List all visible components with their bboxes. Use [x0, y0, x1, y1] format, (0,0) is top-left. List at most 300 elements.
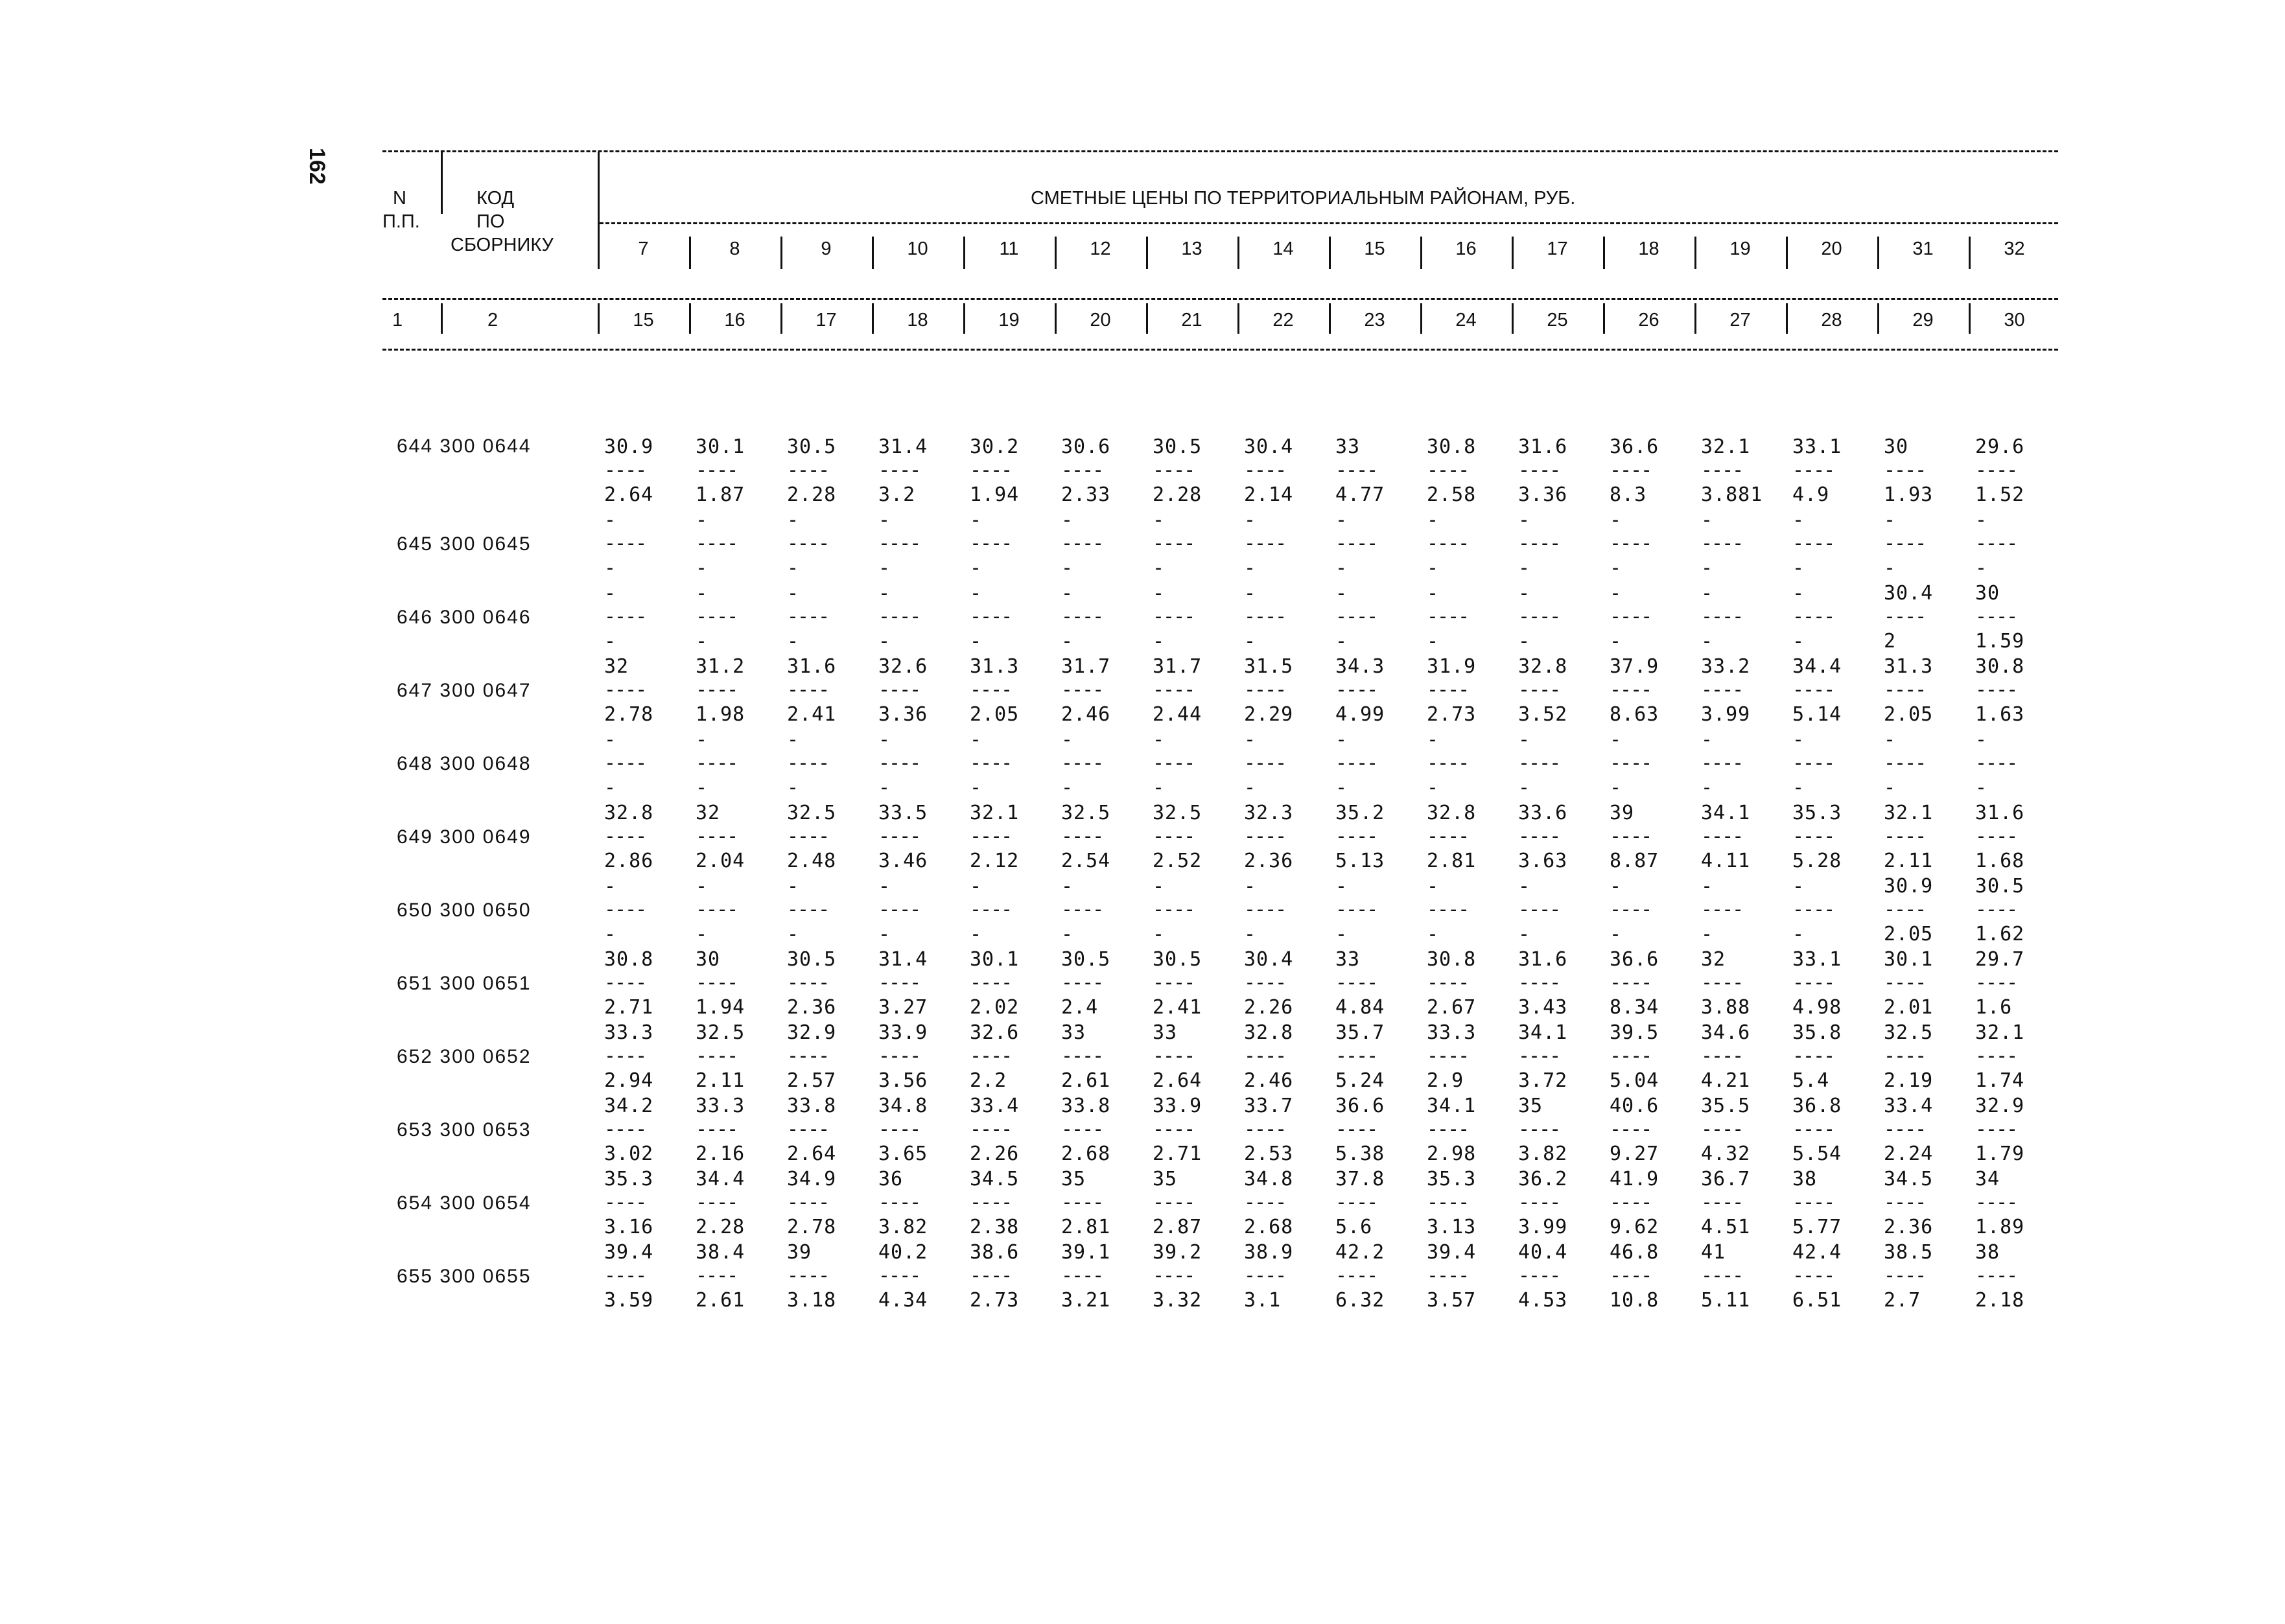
price-value-secondary: 3.65: [878, 1143, 928, 1165]
header-bar: [441, 303, 443, 334]
fraction-line: ----: [1153, 898, 1195, 921]
price-value: 32: [1701, 948, 1726, 971]
price-value-secondary: -: [878, 630, 891, 653]
column-number: 25: [1547, 310, 1568, 331]
price-value: 33.3: [696, 1095, 745, 1117]
row-code: 646 300 0646: [397, 607, 532, 628]
fraction-line: ----: [970, 1191, 1012, 1214]
price-value-secondary: 3.88: [1701, 996, 1751, 1019]
price-value-secondary: 2.68: [1244, 1216, 1294, 1238]
column-number: 27: [1729, 310, 1751, 331]
price-value: -: [1610, 875, 1623, 898]
district-label: 7: [638, 238, 649, 259]
fraction-line: ----: [1701, 1191, 1743, 1214]
fraction-line: ----: [878, 1118, 920, 1141]
district-label: 32: [2004, 238, 2025, 259]
price-value: 31.3: [1884, 655, 1934, 678]
price-value-secondary: 2.28: [696, 1216, 745, 1238]
header-bar: [441, 152, 443, 214]
price-value-secondary: -: [604, 630, 617, 653]
price-value: 39: [1610, 802, 1635, 824]
price-value-secondary: 3.18: [787, 1289, 837, 1312]
row-code: 645 300 0645: [397, 533, 532, 555]
price-value: 30.8: [604, 948, 654, 971]
price-value: 29.7: [1975, 948, 2025, 971]
fraction-line: ----: [1335, 1191, 1377, 1214]
price-value: 39.4: [1427, 1241, 1477, 1264]
fraction-line: ----: [1518, 459, 1560, 481]
price-value: 31.7: [1061, 655, 1111, 678]
price-value: -: [1335, 582, 1348, 605]
fraction-line: ----: [604, 825, 646, 848]
fraction-line: ----: [970, 752, 1012, 774]
price-value: -: [1061, 582, 1074, 605]
fraction-line: ----: [1061, 532, 1103, 555]
price-value-secondary: 4.34: [878, 1289, 928, 1312]
price-value-secondary: 1.94: [970, 483, 1020, 506]
fraction-line: ----: [1427, 1045, 1469, 1067]
price-value: -: [1244, 728, 1257, 751]
fraction-line: ----: [1701, 459, 1743, 481]
fraction-line: ----: [696, 679, 738, 701]
price-value: 31.4: [878, 948, 928, 971]
price-value-secondary: 10.8: [1610, 1289, 1659, 1312]
price-value-secondary: 2.26: [970, 1143, 1020, 1165]
price-value: -: [1701, 875, 1714, 898]
fraction-line: ----: [1518, 1191, 1560, 1214]
fraction-line: ----: [604, 605, 646, 628]
price-value-secondary: -: [1061, 557, 1074, 579]
price-value-secondary: -: [787, 630, 800, 653]
price-value-secondary: 5.77: [1792, 1216, 1842, 1238]
price-value: 39.1: [1061, 1241, 1111, 1264]
fraction-line: ----: [1975, 971, 2017, 994]
price-value-secondary: -: [970, 557, 983, 579]
fraction-line: ----: [787, 679, 829, 701]
fraction-line: ----: [878, 898, 920, 921]
price-value: -: [1518, 582, 1531, 605]
price-value: 42.2: [1335, 1241, 1385, 1264]
price-value-secondary: 3.52: [1518, 703, 1568, 726]
price-value: 30.1: [1884, 948, 1934, 971]
fraction-line: ----: [1153, 1191, 1195, 1214]
fraction-line: ----: [1792, 679, 1834, 701]
fraction-line: ----: [1153, 1045, 1195, 1067]
price-value-secondary: -: [1975, 557, 1988, 579]
fraction-line: ----: [878, 825, 920, 848]
fraction-line: ----: [604, 532, 646, 555]
district-label: 14: [1272, 238, 1294, 259]
price-value: 32.6: [970, 1021, 1020, 1044]
fraction-line: ----: [1701, 825, 1743, 848]
price-value-secondary: -: [1792, 630, 1805, 653]
price-value: 32: [696, 802, 721, 824]
price-value: 36: [878, 1168, 904, 1190]
price-value: -: [1792, 728, 1805, 751]
price-value-secondary: 5.4: [1792, 1069, 1830, 1092]
fraction-line: ----: [1610, 1264, 1652, 1287]
fraction-line: ----: [1153, 752, 1195, 774]
price-value-secondary: 4.53: [1518, 1289, 1568, 1312]
price-value: 36.6: [1610, 435, 1659, 458]
price-value-secondary: 6.32: [1335, 1289, 1385, 1312]
price-value: 32.5: [787, 802, 837, 824]
price-value: 41.9: [1610, 1168, 1659, 1190]
price-value-secondary: 3.2: [878, 483, 916, 506]
fraction-line: ----: [787, 532, 829, 555]
price-value: -: [1701, 509, 1714, 531]
price-value-secondary: 2.19: [1884, 1069, 1934, 1092]
price-value: -: [604, 509, 617, 531]
header-code-2: ПО: [476, 211, 505, 232]
fraction-line: ----: [1975, 459, 2017, 481]
price-value: -: [1792, 875, 1805, 898]
header-top-rule: [382, 150, 2058, 152]
price-value-secondary: 2.28: [1153, 483, 1202, 506]
fraction-line: ----: [696, 532, 738, 555]
fraction-line: ----: [1244, 752, 1286, 774]
fraction-line: ----: [1244, 971, 1286, 994]
price-value-secondary: 9.62: [1610, 1216, 1659, 1238]
fraction-line: ----: [1884, 825, 1926, 848]
price-value: -: [696, 582, 709, 605]
price-value-secondary: 2.4: [1061, 996, 1099, 1019]
price-value: 34.1: [1701, 802, 1751, 824]
fraction-line: ----: [1701, 971, 1743, 994]
price-value: 38.9: [1244, 1241, 1294, 1264]
price-value-secondary: 2.48: [787, 850, 837, 872]
column-number: 29: [1912, 310, 1934, 331]
price-value-secondary: -: [1792, 923, 1805, 945]
fraction-line: ----: [878, 459, 920, 481]
fraction-line: ----: [787, 459, 829, 481]
fraction-line: ----: [1792, 1118, 1834, 1141]
fraction-line: ----: [696, 1264, 738, 1287]
fraction-line: ----: [1061, 1118, 1103, 1141]
price-value-secondary: 5.28: [1792, 850, 1842, 872]
fraction-line: ----: [787, 1264, 829, 1287]
price-value: 33.1: [1792, 948, 1842, 971]
price-value-secondary: -: [1792, 776, 1805, 799]
price-value-secondary: -: [604, 923, 617, 945]
fraction-line: ----: [1244, 532, 1286, 555]
price-value: -: [696, 875, 709, 898]
price-value: -: [878, 875, 891, 898]
fraction-line: ----: [1518, 898, 1560, 921]
fraction-line: ----: [1792, 605, 1834, 628]
fraction-line: ----: [1701, 1264, 1743, 1287]
fraction-line: ----: [787, 752, 829, 774]
fraction-line: ----: [696, 752, 738, 774]
price-value-secondary: 2.98: [1427, 1143, 1477, 1165]
fraction-line: ----: [1153, 971, 1195, 994]
fraction-line: ----: [696, 898, 738, 921]
price-value-secondary: 1.74: [1975, 1069, 2025, 1092]
fraction-line: ----: [1153, 679, 1195, 701]
price-value: 35.3: [1427, 1168, 1477, 1190]
price-value: -: [1518, 509, 1531, 531]
price-value-secondary: 3.881: [1701, 483, 1763, 506]
price-value-secondary: 2.02: [970, 996, 1020, 1019]
fraction-line: ----: [1335, 1264, 1377, 1287]
price-value-secondary: 2.86: [604, 850, 654, 872]
price-value: -: [1610, 509, 1623, 531]
price-value: 38.4: [696, 1241, 745, 1264]
price-value: 33.6: [1518, 802, 1568, 824]
fraction-line: ----: [1244, 605, 1286, 628]
price-value-secondary: -: [696, 557, 709, 579]
fraction-line: ----: [1335, 898, 1377, 921]
price-value: 32.9: [787, 1021, 837, 1044]
price-value-secondary: 2.61: [696, 1289, 745, 1312]
price-value: 32.5: [1884, 1021, 1934, 1044]
price-value: 30.8: [1975, 655, 2025, 678]
column-number: 18: [907, 310, 928, 331]
price-value-secondary: 3.82: [878, 1216, 928, 1238]
price-value-secondary: -: [696, 776, 709, 799]
price-value: -: [970, 875, 983, 898]
price-value-secondary: 5.04: [1610, 1069, 1659, 1092]
price-value: 39.5: [1610, 1021, 1659, 1044]
price-value: 34.8: [878, 1095, 928, 1117]
price-value: 32.3: [1244, 802, 1294, 824]
price-value: 30.1: [970, 948, 1020, 971]
fraction-line: ----: [1335, 1045, 1377, 1067]
price-value-secondary: 2.68: [1061, 1143, 1111, 1165]
price-value: 34.3: [1335, 655, 1385, 678]
price-value: 30.9: [604, 435, 654, 458]
price-value: 32.5: [1153, 802, 1202, 824]
price-value-secondary: -: [1153, 923, 1166, 945]
price-value: 37.8: [1335, 1168, 1385, 1190]
price-value: 33: [1335, 948, 1361, 971]
price-value-secondary: 3.82: [1518, 1143, 1568, 1165]
price-value-secondary: 2.14: [1244, 483, 1294, 506]
fraction-line: ----: [1153, 1118, 1195, 1141]
price-value-secondary: 2.04: [696, 850, 745, 872]
fraction-line: ----: [1244, 679, 1286, 701]
price-value-secondary: -: [604, 776, 617, 799]
price-value-secondary: 2.11: [1884, 850, 1934, 872]
price-value-secondary: 5.38: [1335, 1143, 1385, 1165]
price-value: -: [1061, 728, 1074, 751]
price-value: 31.3: [970, 655, 1020, 678]
price-value-secondary: 2.36: [1884, 1216, 1934, 1238]
fraction-line: ----: [970, 898, 1012, 921]
fraction-line: ----: [1244, 1118, 1286, 1141]
price-value: -: [1153, 509, 1166, 531]
fraction-line: ----: [1153, 605, 1195, 628]
fraction-line: ----: [1335, 752, 1377, 774]
price-value: 34.9: [787, 1168, 837, 1190]
price-value: -: [1244, 509, 1257, 531]
price-value: -: [1610, 728, 1623, 751]
price-value: -: [1427, 875, 1440, 898]
price-value-secondary: -: [1610, 557, 1623, 579]
price-value-secondary: 2.41: [787, 703, 837, 726]
fraction-line: ----: [878, 1264, 920, 1287]
price-value-secondary: -: [787, 776, 800, 799]
price-value-secondary: -: [1153, 776, 1166, 799]
price-value: 39: [787, 1241, 812, 1264]
fraction-line: ----: [1975, 532, 2017, 555]
price-value: 30.5: [787, 435, 837, 458]
price-value-secondary: 2.11: [696, 1069, 745, 1092]
fraction-line: ----: [1518, 605, 1560, 628]
fraction-line: ----: [787, 1045, 829, 1067]
price-value: 35.7: [1335, 1021, 1385, 1044]
price-value-secondary: -: [878, 776, 891, 799]
price-value-secondary: 4.21: [1701, 1069, 1751, 1092]
price-value: 36.8: [1792, 1095, 1842, 1117]
price-value-secondary: 4.77: [1335, 483, 1385, 506]
price-value-secondary: 2.28: [787, 483, 837, 506]
price-value: -: [696, 509, 709, 531]
header-code-3: СБОРНИКУ: [451, 235, 554, 255]
price-value: 35: [1518, 1095, 1543, 1117]
fraction-line: ----: [1153, 825, 1195, 848]
price-value-secondary: 3.21: [1061, 1289, 1111, 1312]
price-value: -: [1335, 875, 1348, 898]
price-value-secondary: 2.36: [1244, 850, 1294, 872]
price-value: 31.6: [787, 655, 837, 678]
price-value-secondary: 2.71: [1153, 1143, 1202, 1165]
price-value-secondary: 4.84: [1335, 996, 1385, 1019]
price-value-secondary: 2.16: [696, 1143, 745, 1165]
row-code: 649 300 0649: [397, 826, 532, 848]
price-value: 30.6: [1061, 435, 1111, 458]
fraction-line: ----: [1518, 532, 1560, 555]
price-value-secondary: 2.05: [970, 703, 1020, 726]
fraction-line: ----: [970, 1045, 1012, 1067]
price-value: 32.8: [1518, 655, 1568, 678]
price-value-secondary: 1.62: [1975, 923, 2025, 945]
price-value-secondary: -: [1335, 630, 1348, 653]
fraction-line: ----: [1792, 459, 1834, 481]
price-value-secondary: 3.32: [1153, 1289, 1202, 1312]
price-value: 31.6: [1975, 802, 2025, 824]
fraction-line: ----: [1792, 898, 1834, 921]
price-value-secondary: 5.6: [1335, 1216, 1373, 1238]
price-value-secondary: -: [1701, 630, 1714, 653]
price-value: -: [1335, 728, 1348, 751]
price-value: 32.1: [1701, 435, 1751, 458]
price-value-secondary: 5.54: [1792, 1143, 1842, 1165]
fraction-line: ----: [1061, 752, 1103, 774]
price-value-secondary: -: [1975, 776, 1988, 799]
price-value-secondary: 9.27: [1610, 1143, 1659, 1165]
price-value-secondary: -: [1244, 557, 1257, 579]
fraction-line: ----: [1884, 459, 1926, 481]
column-number: 22: [1272, 310, 1294, 331]
price-value-secondary: -: [1427, 630, 1440, 653]
fraction-line: ----: [878, 679, 920, 701]
fraction-line: ----: [1518, 1264, 1560, 1287]
price-value: 33: [1335, 435, 1361, 458]
fraction-line: ----: [1335, 532, 1377, 555]
price-value-secondary: 2.73: [1427, 703, 1477, 726]
price-value: 30.1: [696, 435, 745, 458]
price-value: 46.8: [1610, 1241, 1659, 1264]
price-value: -: [787, 582, 800, 605]
header-title: СМЕТНЫЕ ЦЕНЫ ПО ТЕРРИТОРИАЛЬНЫМ РАЙОНАМ, РУБ.: [1031, 188, 1576, 209]
fraction-line: ----: [1884, 532, 1926, 555]
fraction-line: ----: [1518, 679, 1560, 701]
fraction-line: ----: [1884, 1191, 1926, 1214]
price-value: 34.4: [696, 1168, 745, 1190]
fraction-line: ----: [787, 605, 829, 628]
price-value: 33.2: [1701, 655, 1751, 678]
fraction-line: ----: [970, 1118, 1012, 1141]
price-value: 40.6: [1610, 1095, 1659, 1117]
price-value: 33.3: [604, 1021, 654, 1044]
price-value: 30: [696, 948, 721, 971]
fraction-line: ----: [787, 1118, 829, 1141]
price-value-secondary: 4.98: [1792, 996, 1842, 1019]
price-value: -: [1884, 509, 1897, 531]
fraction-line: ----: [696, 459, 738, 481]
price-value: 30.9: [1884, 875, 1934, 898]
price-value-secondary: -: [1427, 776, 1440, 799]
price-value: 34.2: [604, 1095, 654, 1117]
fraction-line: ----: [878, 605, 920, 628]
column-number: 23: [1364, 310, 1385, 331]
column-number: 30: [2004, 310, 2025, 331]
fraction-line: ----: [1884, 605, 1926, 628]
price-value: 40.4: [1518, 1241, 1568, 1264]
price-value: 36.6: [1610, 948, 1659, 971]
price-value-secondary: 2.67: [1427, 996, 1477, 1019]
price-value: -: [970, 582, 983, 605]
fraction-line: ----: [878, 1045, 920, 1067]
district-label: 12: [1090, 238, 1111, 259]
column-number: 16: [724, 310, 745, 331]
price-value-secondary: -: [970, 923, 983, 945]
price-value-secondary: -: [1792, 557, 1805, 579]
price-value-secondary: -: [1518, 776, 1531, 799]
fraction-line: ----: [1975, 679, 2017, 701]
price-value-secondary: 3.13: [1427, 1216, 1477, 1238]
price-value-secondary: 2.12: [970, 850, 1020, 872]
price-value-secondary: 4.99: [1335, 703, 1385, 726]
price-value: 30.5: [1975, 875, 2025, 898]
price-value: 32.1: [1884, 802, 1934, 824]
price-value: 35: [1061, 1168, 1086, 1190]
price-value: -: [1701, 582, 1714, 605]
price-value-secondary: 3.16: [604, 1216, 654, 1238]
price-value: -: [1244, 875, 1257, 898]
price-value: -: [604, 582, 617, 605]
fraction-line: ----: [1610, 898, 1652, 921]
column-number: 17: [815, 310, 837, 331]
price-value: 33.8: [787, 1095, 837, 1117]
fraction-line: ----: [1701, 605, 1743, 628]
fraction-line: ----: [1701, 1118, 1743, 1141]
price-value: -: [1427, 582, 1440, 605]
price-value-secondary: -: [1244, 923, 1257, 945]
price-value: 33.7: [1244, 1095, 1294, 1117]
fraction-line: ----: [1975, 825, 2017, 848]
price-value: 34.5: [970, 1168, 1020, 1190]
price-value: 30.5: [1153, 948, 1202, 971]
fraction-line: ----: [1335, 679, 1377, 701]
fraction-line: ----: [1884, 1118, 1926, 1141]
price-value-secondary: -: [1518, 923, 1531, 945]
price-value: -: [787, 728, 800, 751]
price-value-secondary: 2.94: [604, 1069, 654, 1092]
price-value-secondary: 5.14: [1792, 703, 1842, 726]
fraction-line: ----: [1427, 532, 1469, 555]
